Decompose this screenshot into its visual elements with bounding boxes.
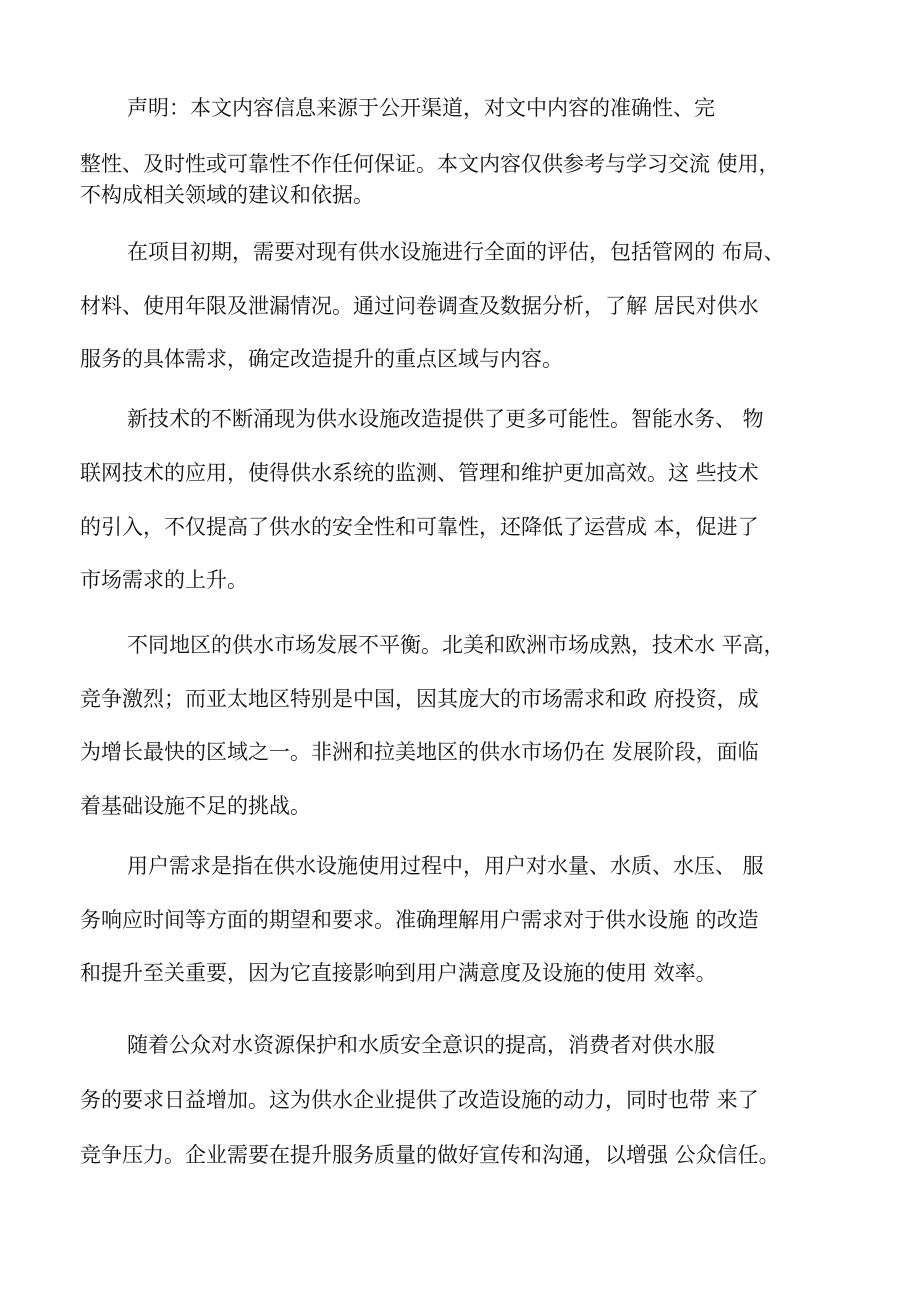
text-line: 整性、及时性或可靠性不作任何保证。本文内容仅供参考与学习交流 使用， [80, 152, 780, 176]
text-line: 服务的具体需求，确定改造提升的重点区域与内容。 [80, 347, 563, 371]
text-line: 着基础设施不足的挑战。 [80, 794, 311, 818]
text-line: 市场需求的上升。 [80, 568, 248, 592]
text-line: 务响应时间等方面的期望和要求。准确理解用户需求对于供水设施 的改造 [80, 908, 759, 932]
text-line: 在项目初期，需要对现有供水设施进行全面的评估，包括管网的 布局、 [127, 240, 785, 264]
text-line: 竞争压力。企业需要在提升服务质量的做好宣传和沟通，以增强 公众信任。 [80, 1143, 780, 1167]
text-line: 和提升至关重要，因为它直接影响到用户满意度及设施的使用 效率。 [80, 961, 717, 985]
text-line: 不构成相关领域的建议和依据。 [80, 183, 374, 207]
text-line: 用户需求是指在供水设施使用过程中，用户对水量、水质、水压、 服 [127, 854, 764, 878]
text-line: 新技术的不断涌现为供水设施改造提供了更多可能性。智能水务、 物 [127, 407, 764, 431]
text-line: 声明：本文内容信息来源于公开渠道，对文中内容的准确性、完 [127, 96, 715, 120]
text-line: 的引入，不仅提高了供水的安全性和可靠性，还降低了运营成 本，促进了 [80, 515, 759, 539]
text-line: 材料、使用年限及泄漏情况。通过问卷调查及数据分析，了解 居民对供水 [80, 294, 759, 318]
text-line: 竞争激烈；而亚太地区特别是中国，因其庞大的市场需求和政 府投资，成 [80, 687, 759, 711]
text-line: 随着公众对水资源保护和水质安全意识的提高，消费者对供水服 [127, 1033, 715, 1057]
text-line: 为增长最快的区域之一。非洲和拉美地区的供水市场仍在 发展阶段，面临 [80, 740, 759, 764]
text-line: 不同地区的供水市场发展不平衡。北美和欧洲市场成熟，技术水 平高， [127, 633, 785, 657]
text-line: 联网技术的应用，使得供水系统的监测、管理和维护更加高效。这 些技术 [80, 461, 759, 485]
text-line: 务的要求日益增加。这为供水企业提供了改造设施的动力，同时也带 来了 [80, 1088, 759, 1112]
